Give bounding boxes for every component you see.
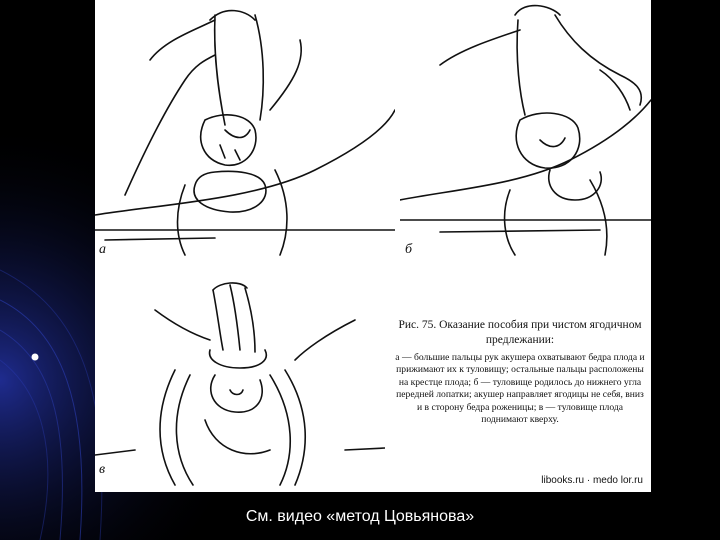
slide-caption: См. видео «метод Цовьянова» xyxy=(245,508,475,525)
panel-c-drawing xyxy=(95,280,385,492)
watermark: libooks.ru · medo lor.ru xyxy=(541,475,643,486)
panel-b-drawing xyxy=(400,0,651,260)
caption-body: а — большие пальцы рук акушера охватывают бедра плода и прижимают их к туловищу; остальные пальцы расположены на крестце плода; б — туловище родилось до нижнего угла передней лопатки; акушер направляет ягодицы не себя, вниз и в сторону бедра роженицы; в — туловище плода поднимают кверху. xyxy=(395,352,645,426)
panel-a-letter: а xyxy=(99,242,106,257)
caption-title: Рис. 75. Оказание пособия при чистом ягодичном предлежании: xyxy=(398,319,642,346)
panel-b-letter: б xyxy=(405,242,413,257)
illustration-figure xyxy=(95,0,651,492)
bullet-dot xyxy=(32,354,39,361)
figure-caption xyxy=(395,318,645,426)
panel-a-drawing xyxy=(95,0,395,260)
panel-c-letter: в xyxy=(99,462,106,477)
